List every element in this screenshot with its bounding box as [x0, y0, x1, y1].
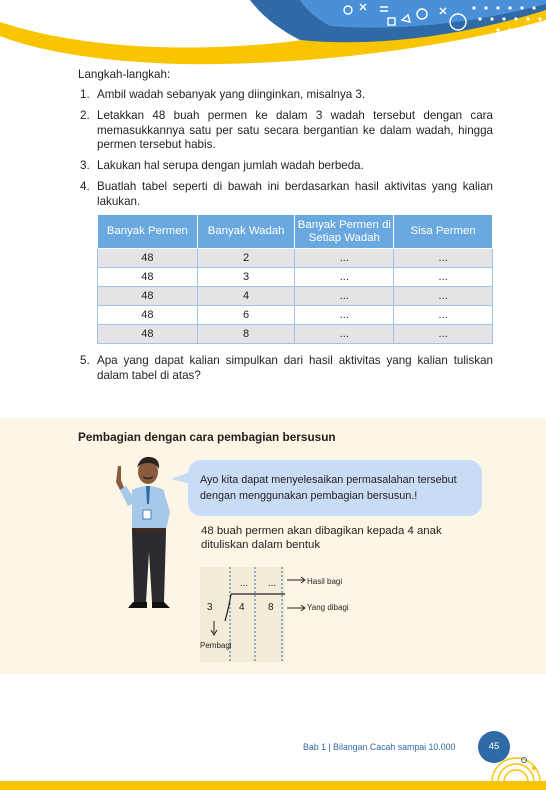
- table-cell: ...: [295, 325, 394, 344]
- step-item: [80, 159, 493, 174]
- table-cell: 48: [98, 306, 198, 325]
- speech-bubble: [188, 460, 482, 516]
- page-number: 45: [478, 731, 510, 763]
- table-row: [98, 306, 493, 325]
- step-item: [80, 354, 493, 383]
- label-quotient: Hasil bagi: [307, 577, 343, 586]
- step-text: Letakkan 48 buah permen ke dalam 3 wadah tersebut dengan cara memasukkannya satu per satu secara bergantian ke dalam wadah, hingga permen tersebut habis.: [97, 109, 493, 152]
- steps-title: Langkah-langkah:: [78, 68, 171, 81]
- table-cell: ...: [394, 325, 493, 344]
- table-header-row: [98, 215, 493, 249]
- step-number: 1.: [80, 88, 90, 101]
- footer-decoration: [488, 752, 546, 782]
- step-text: Ambil wadah sebanyak yang diinginkan, misalnya 3.: [97, 88, 366, 101]
- table-cell: 48: [98, 287, 198, 306]
- section-title: Pembagian dengan cara pembagian bersusun: [78, 430, 336, 444]
- table-cell: 48: [98, 268, 198, 287]
- table-cell: 8: [197, 325, 295, 344]
- col-header: Banyak Wadah: [197, 215, 295, 249]
- table-cell: 3: [197, 268, 295, 287]
- table-cell: ...: [295, 249, 394, 268]
- table-cell: 2: [197, 249, 295, 268]
- table-cell: ...: [295, 306, 394, 325]
- quotient-digit: ...: [267, 578, 277, 589]
- footer-chapter: Bab 1 | Bilangan Cacah sampai 10.000: [303, 742, 456, 752]
- dividend-digit: 8: [268, 602, 274, 613]
- table-cell: 48: [98, 325, 198, 344]
- table-cell: ...: [295, 287, 394, 306]
- activity-table: [97, 214, 493, 344]
- label-arrows: [286, 576, 308, 616]
- table-cell: 48: [98, 249, 198, 268]
- table-cell: ...: [394, 287, 493, 306]
- dividend-digit: 4: [239, 602, 245, 613]
- table-row: [98, 325, 493, 344]
- label-dividend: Yang dibagi: [307, 603, 349, 612]
- table-cell: ...: [295, 268, 394, 287]
- step-number: 4.: [80, 180, 90, 193]
- table-cell: ...: [394, 249, 493, 268]
- col-header: Banyak Permen: [98, 215, 198, 249]
- teacher-illustration: [106, 452, 176, 614]
- step-number: 5.: [80, 354, 90, 367]
- table-row: [98, 268, 493, 287]
- step-text: Buatlah tabel seperti di bawah ini berdasarkan hasil aktivitas yang kalian lakukan.: [97, 180, 493, 208]
- step-item: [80, 88, 493, 103]
- step-text: Lakukan hal serupa dengan jumlah wadah berbeda.: [97, 159, 364, 172]
- quotient-digit: ...: [239, 578, 249, 589]
- divisor-digit: 3: [207, 602, 213, 613]
- bottom-bar: [0, 781, 546, 790]
- header-decoration: [0, 0, 546, 70]
- step-item: [80, 180, 493, 209]
- table-row: [98, 249, 493, 268]
- col-header: Banyak Permen di Setiap Wadah: [295, 215, 394, 249]
- step-number: 3.: [80, 159, 90, 172]
- division-intro: 48 buah permen akan dibagikan kepada 4 anak dituliskan dalam bentuk: [201, 525, 442, 551]
- table-row: [98, 287, 493, 306]
- table-cell: 4: [197, 287, 295, 306]
- table-cell: ...: [394, 268, 493, 287]
- step-item: [80, 109, 493, 153]
- speech-bubble-text: Ayo kita dapat menyelesaikan permasalahan tersebut dengan menggunakan pembagian bersusun.!: [200, 474, 457, 502]
- col-header: Sisa Permen: [394, 215, 493, 249]
- table-cell: ...: [394, 306, 493, 325]
- step-number: 2.: [80, 109, 90, 122]
- label-divisor: Pembagi: [200, 641, 232, 650]
- step-text: Apa yang dapat kalian simpulkan dari hasil aktivitas yang kalian tuliskan dalam tabel di atas?: [97, 354, 493, 382]
- table-cell: 6: [197, 306, 295, 325]
